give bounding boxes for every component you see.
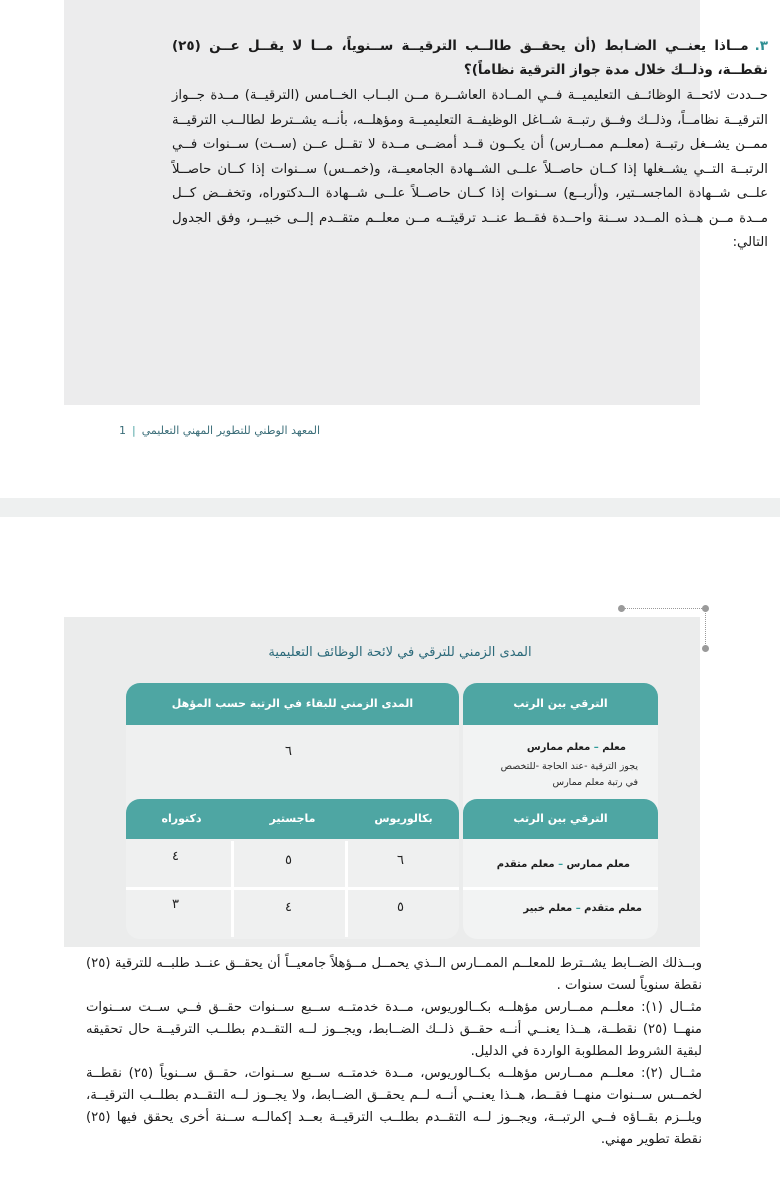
ranks-header-2: الترقي بين الرتب	[463, 799, 658, 839]
question-block	[172, 34, 768, 256]
row3-rank	[523, 903, 642, 914]
selection-handle-dot[interactable]	[702, 645, 709, 652]
row3-to-rank: معلم خبير	[523, 903, 573, 914]
question-title	[172, 34, 768, 82]
question-answer: حــددت لائحــة الوظائــف التعليميــة فــي المــادة العاشــرة مــن البــاب الخــامس (الترقيــة) مــدة جــواز الترقيــة نظامــاً، وذلــك وفــق رتبــة شــاغل الوظيفــة التعليميــة ومؤهلــه، بأنــه يشــترط لطالــب الترقيــة ممــن يشــغل رتبــة (معلــم ممــارس) أن يكــون قــد أمضــى مــدة لا تقــل عــن (ســت) ســنوات فــي الرتبــة التــي يشــغلها إذا كــان حاصــلاً علــى الشــهادة الجامعيــة، و(خمــس) ســنوات إذا كــان حاصــلاً علــى شــهادة الماجســتير، و(أربــع) ســنوات إذا كــان حاصــلاً علــى شــهادة الــدكتوراه، وتخفــض كــل مــدة مــن هــذه المــدد ســنة واحــدة فقــط عنــد ترقيتــه مــن معلــم متقــدم إلــى خبيــر، وفق الجدول التالي:	[172, 88, 768, 250]
footer-separator: |	[132, 424, 136, 437]
row3-master-value: ٤	[285, 900, 292, 915]
qualification-doctorate: دكتوراه	[161, 812, 202, 825]
grid-divider	[126, 887, 459, 890]
row1-dash: –	[593, 742, 599, 753]
qualification-master: ماجستير	[269, 812, 316, 825]
row2-to-rank: معلم متقدم	[496, 859, 555, 870]
row3-dash: –	[575, 903, 581, 914]
row2-doctorate-value: ٤	[172, 849, 179, 864]
qualification-header	[126, 799, 459, 839]
page-number: 1	[119, 424, 127, 437]
row2-rank	[497, 859, 630, 870]
question-title-text: مــاذا يعنــي الضـابط (أن يحقــق طالــب الترقيــة ســنوياً، مــا لا يقــل عــن (٢٥) نقطــة، وذلــك خلال مدة جواز الترقية نظاماً)؟	[172, 38, 768, 78]
row2-dash: –	[558, 859, 564, 870]
row1-value: ٦	[285, 744, 292, 759]
row3-doctorate-value: ٣	[172, 897, 179, 912]
document-page-1	[0, 0, 780, 498]
grid-divider	[463, 887, 658, 890]
duration-header: المدى الزمني للبقاء في الرتبة حسب المؤهل	[126, 683, 459, 725]
ranks-header-1: الترقي بين الرتب	[463, 683, 658, 725]
row2-bachelor-value: ٦	[397, 853, 404, 868]
values-grid	[126, 839, 459, 939]
example-1-paragraph: مثــال (١): معلــم ممــارس مؤهلــه بكــالوريوس، مــدة خدمتــه ســبع ســنوات حقــق فــي ســت ســنوات منهــا (٢٥) نقطــة، هــذا يعنــي أنــه حقــق ذلــك الضــابط، ويجــوز لــه التقــدم بطلــب الترقيــة حال تحقيقه لبقية الشروط المطلوبة الواردة في الدليل.	[86, 1000, 703, 1059]
row1-value-cell	[126, 725, 459, 799]
row2-master-value: ٥	[285, 853, 292, 868]
question-number: ٣.	[754, 38, 768, 54]
row1-note: يجوز الترقية -عند الحاجة -للتخصص في رتبة معلم ممارس	[500, 761, 638, 788]
row1-rank	[527, 742, 626, 753]
ranks-table	[463, 683, 658, 939]
document-page-2	[0, 517, 780, 1200]
selection-handle-dot[interactable]	[618, 605, 625, 612]
selection-handle-line	[621, 608, 706, 609]
table-title: المدى الزمني للترقي في لائحة الوظائف التعليمية	[268, 645, 532, 660]
page-footer	[119, 424, 320, 437]
institute-name: المعهد الوطني للتطوير المهني التعليمي	[141, 424, 320, 437]
explanation-text	[86, 953, 702, 1151]
explanation-paragraph: وبــذلك الضــابط يشــترط للمعلــم الممــارس الــذي يحمــل مــؤهلاً جامعيــاً أن يحقــق عنــد طلبــه للترقية (٢٥) نقطة سنوياً لست سنوات .	[86, 956, 702, 993]
duration-table	[126, 683, 459, 939]
row2-from-rank: معلم ممارس	[566, 859, 630, 870]
row3-bachelor-value: ٥	[397, 900, 404, 915]
row1-to-rank: معلم ممارس	[526, 742, 591, 753]
row1-from-rank: معلم	[602, 742, 626, 753]
selection-handle-dot[interactable]	[702, 605, 709, 612]
example-2-paragraph: مثــال (٢): معلــم ممــارس مؤهلــه بكــالوريوس، مــدة خدمتــه ســبع ســنوات، حقــق ســنوياً (٢٥) نقطــة لخمــس ســنوات منهــا فقــط، هــذا يعنــي أنــه لــم يحقــق الضــابط، ولا يجــوز لــه التقــدم بطلــب الترقيــة، ويلــزم بقــاؤه فــي الرتبــة، ويجــوز لــه التقــدم بطلــب الترقيــة بعــد إكمالــه ســنة أخرى يحقق فيها (٢٥) نقطة تطوير مهني.	[86, 1066, 702, 1147]
row3-from-rank: معلم متقدم	[584, 903, 642, 914]
selection-handle-vline	[705, 608, 706, 648]
qualification-bachelor: بكالوريوس	[374, 812, 433, 825]
